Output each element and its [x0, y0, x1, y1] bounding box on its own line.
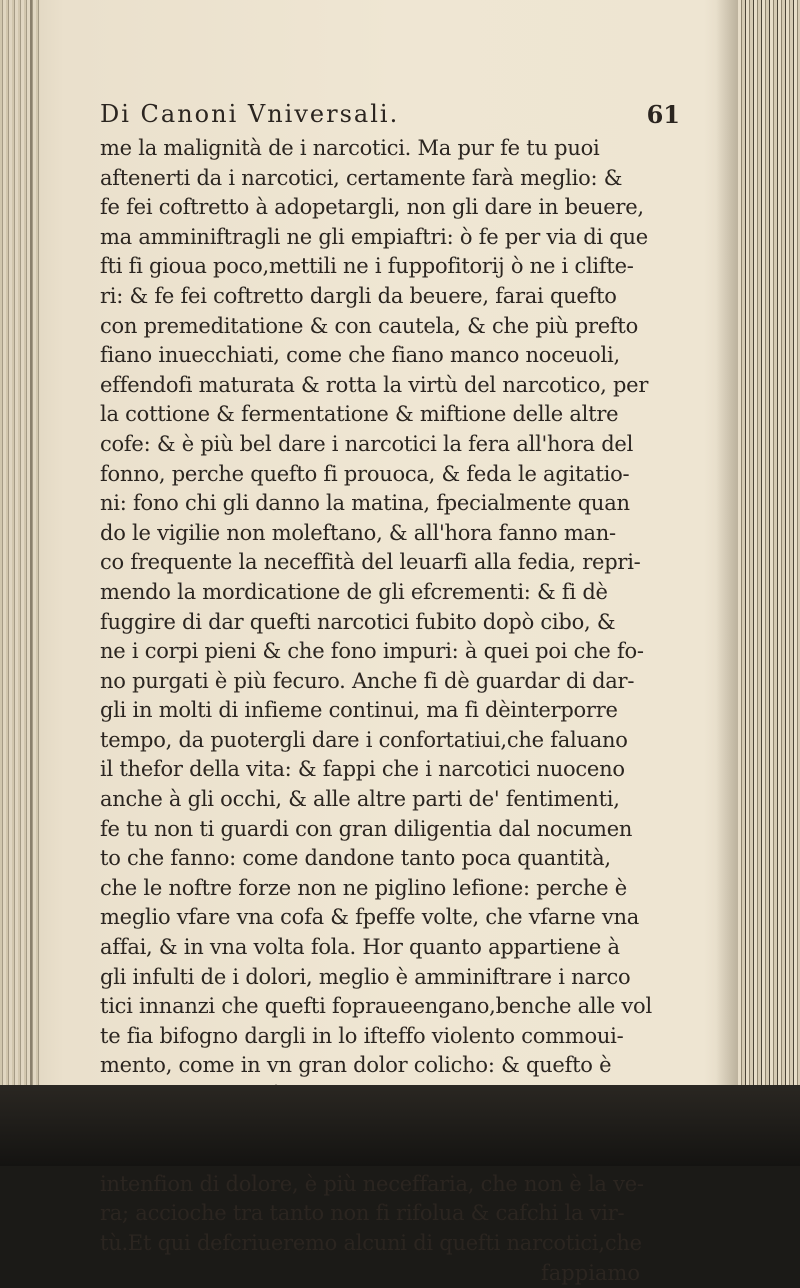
- text-line: ma amminiftragli ne gli empiaftri: ò fe per via di que: [100, 224, 648, 249]
- running-title: Di Canoni Vniversali.: [100, 100, 400, 128]
- text-line: anche à gli occhi, & alle altre parti de' fentimenti,: [100, 787, 620, 812]
- text-line: mendo la mordicatione de gli efcrementi: & fi dè: [100, 579, 608, 604]
- page-edge-right: [738, 0, 800, 1085]
- text-line: tempo, da puotergli dare i confortatiui,che faluano: [100, 727, 628, 752]
- text-line: ra; accioche tra tanto non fi rifolua & cafchi la vir-: [100, 1201, 625, 1226]
- text-line: con premeditatione & con cautela, & che più prefto: [100, 313, 639, 338]
- page-edge-left: [0, 0, 40, 1085]
- text-line: ri: & fe fei coftretto dargli da beuere, farai quefto: [100, 283, 617, 308]
- text-line: fe tu non ti guardi con gran diligentia dal nocumen: [100, 816, 633, 841]
- text-line: che le noftre forze non ne piglino lefione: perche è: [100, 875, 627, 900]
- text-line: no purgati è più fecuro. Anche fi dè guardar di dar-: [100, 668, 635, 693]
- page-gutter-line: [30, 0, 32, 1085]
- text-line: fe fei coftretto à adopetargli, non gli dare in beuere,: [100, 195, 644, 220]
- running-header: [100, 100, 680, 134]
- text-line: effendofi maturata & rotta la virtù del narcotico, per: [100, 372, 649, 397]
- text-line: meglio vfare vna cofa & fpeffe volte, che vfarne vna: [100, 905, 640, 930]
- text-line: gli in molti di infieme continui, ma fi dèinterporre: [100, 698, 618, 723]
- text-line: fti fi gioua poco,mettili ne i fuppofitorij ò ne i clifte-: [100, 254, 634, 279]
- page-curve-shade: [716, 0, 738, 1085]
- text-line: tici innanzi che quefti fopraueengano,benche alle vol: [100, 994, 652, 1019]
- text-line: gli infulti de i dolori, meglio è amminiftrare i narco: [100, 964, 631, 989]
- text-line: la cottione & fermentatione & miftione delle altre: [100, 402, 619, 427]
- text-line: affai, & in vna volta fola. Hor quanto appartiene à: [100, 935, 620, 960]
- page-number: 61: [646, 100, 680, 129]
- catchword: fappiamo: [541, 1260, 640, 1285]
- text-line: aftenerti da i narcotici, certamente farà meglio: &: [100, 165, 623, 190]
- text-line: fonno, perche quefto fi prouoca, & feda le agitatio-: [100, 461, 630, 486]
- text-line: il thefor della vita: & fappi che i narcotici nuoceno: [100, 757, 625, 782]
- text-line: ne i corpi pieni & che fono impuri: à quei poi che fo-: [100, 639, 644, 664]
- text-line: fuggire di dar quefti narcotici fubito dopò cibo, &: [100, 609, 616, 634]
- text-line: co frequente la neceffità del leuarfi alla fedia, repri-: [100, 550, 641, 575]
- background-below-page: [0, 1085, 800, 1166]
- text-line: ni: fono chi gli danno la matina, fpecialmente quan: [100, 491, 630, 516]
- text-line: mento, come in vn gran dolor colicho: & quefto è: [100, 1053, 612, 1078]
- text-line: cofe: & è più bel dare i narcotici la fera all'hora del: [100, 431, 634, 456]
- text-line: me la malignità de i narcotici. Ma pur fe tu puoi: [100, 136, 600, 160]
- text-line: tù.Et qui defcriueremo alcuni di quefti narcotici,che: [100, 1230, 642, 1255]
- text-line: do le vigilie non moleftano, & all'hora fanno man-: [100, 520, 616, 545]
- text-line: intenfion di dolore, è più neceffaria, che non è la ve-: [100, 1171, 644, 1196]
- text-line: to che fanno: come dandone tanto poca quantità,: [100, 846, 611, 871]
- text-line: fiano inuecchiati, come che fiano manco noceuoli,: [100, 343, 620, 368]
- text-line: te fia bifogno dargli in lo ifteffo violento commoui-: [100, 1023, 624, 1048]
